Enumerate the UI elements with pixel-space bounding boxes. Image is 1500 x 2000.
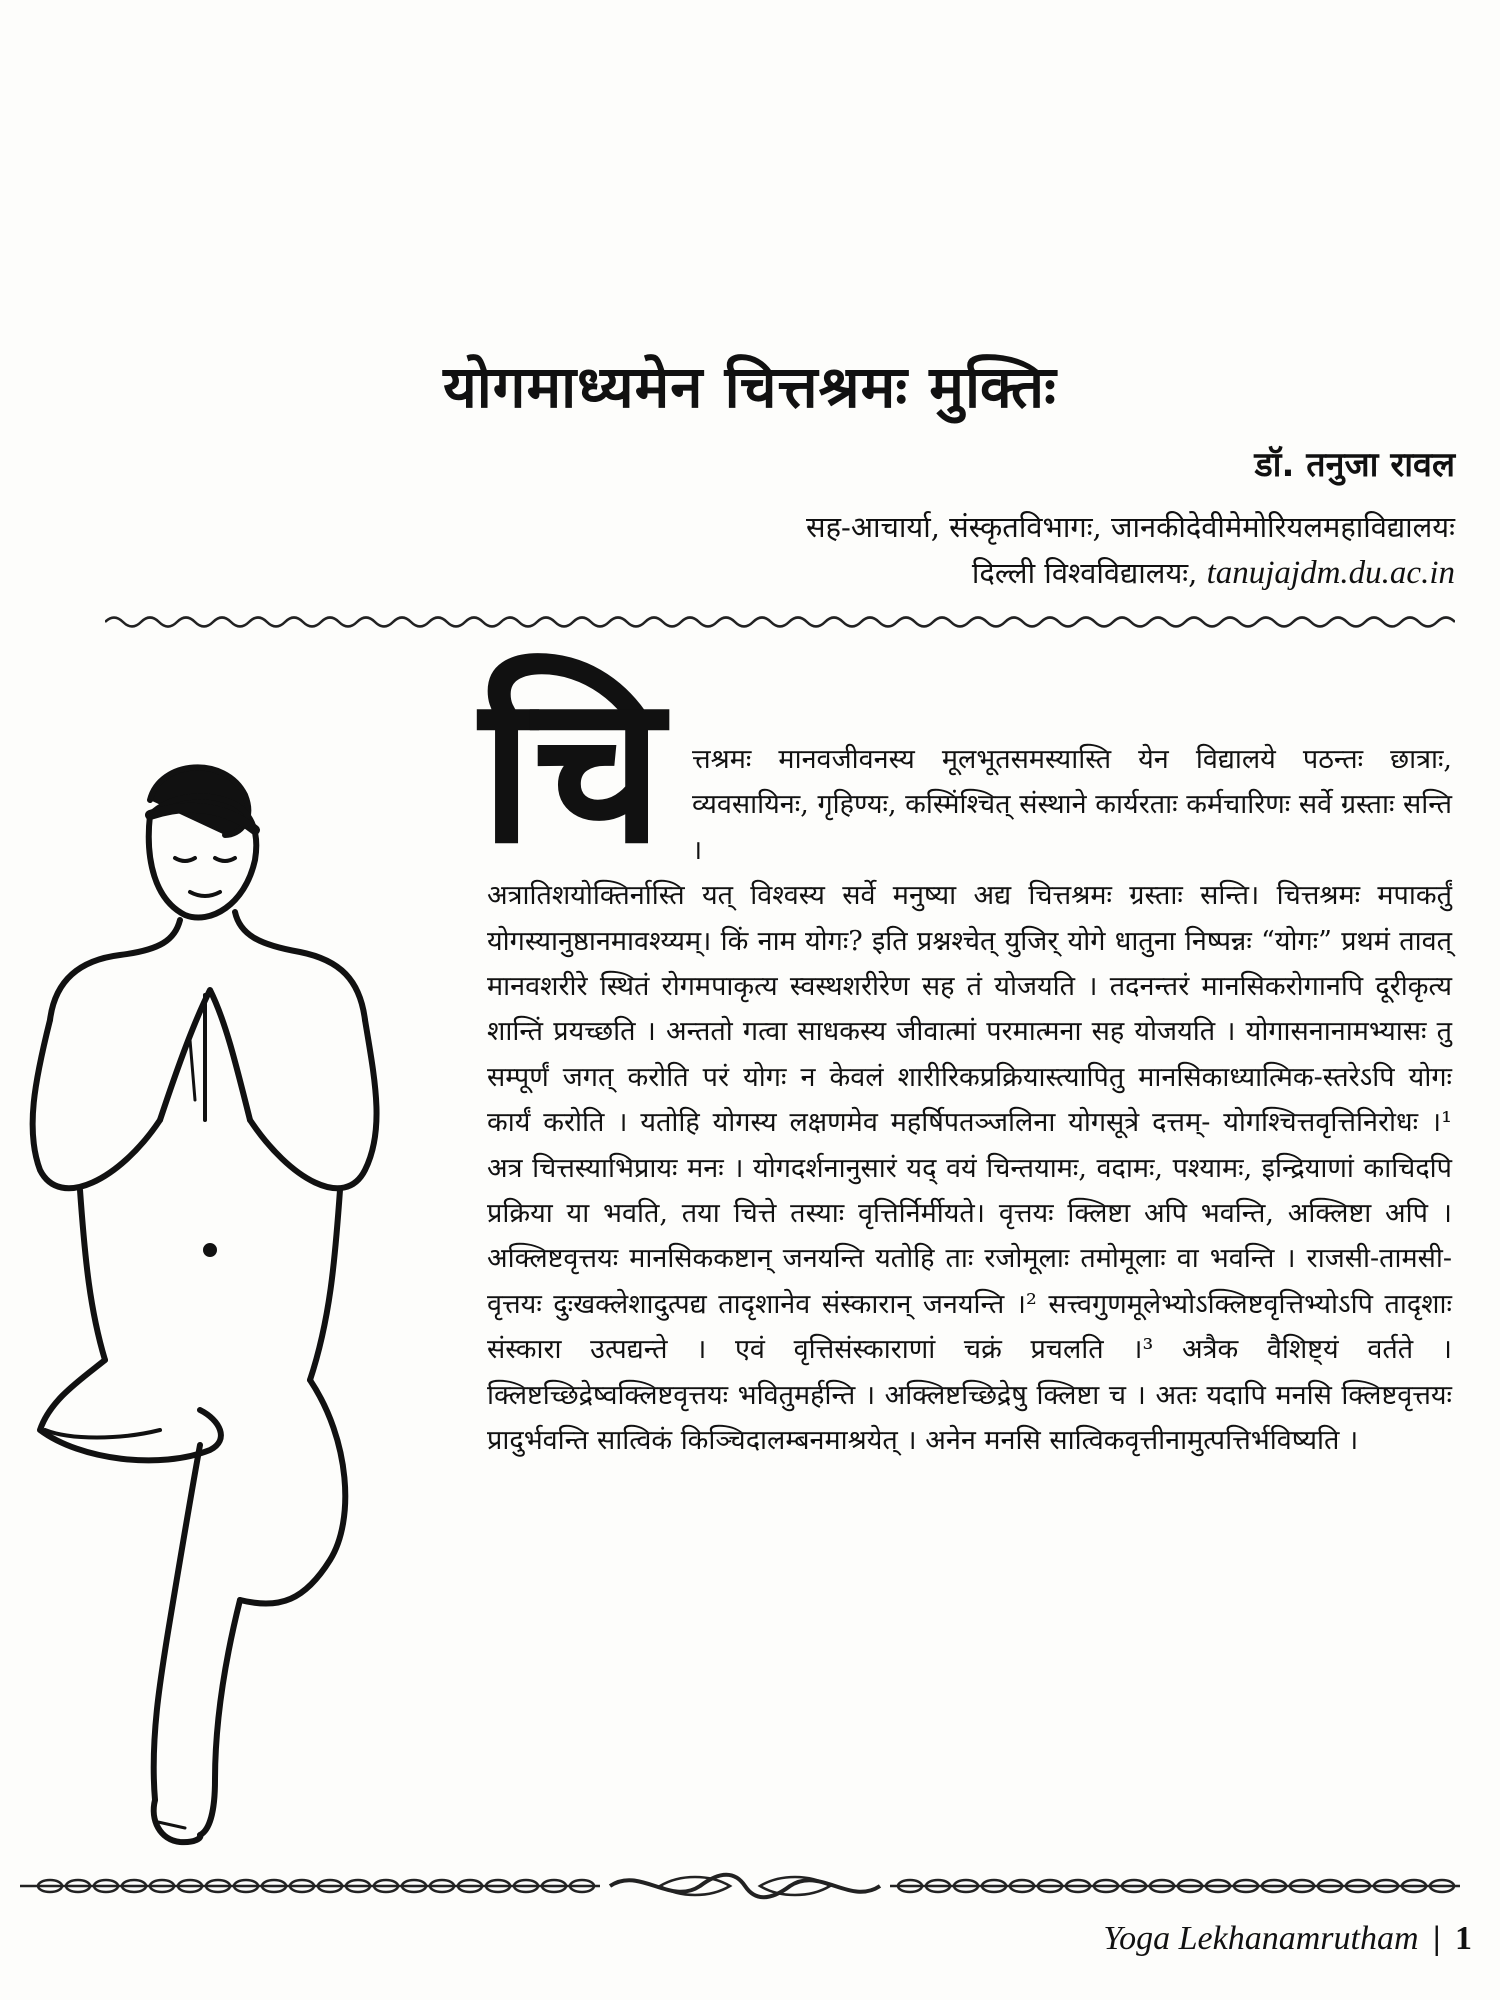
affiliation-line-1: सह-आचार्या, संस्कृतविभागः, जानकीदेवीमेमोरियलमहाविद्यालयः [806,510,1455,544]
author-block [355,440,1455,596]
author-email[interactable]: tanujajdm.du.ac.in [1206,555,1455,591]
paragraph-body: अत्रातिशयोक्तिर्नास्ति यत् विश्वस्य सर्वे मनुष्या अद्य चित्तश्रमः ग्रस्ताः सन्ति। चित्तश्रमः मपाकर्तुं योगस्यानुष्ठानमावश्य्यम्। किं नाम योगः? इति प्रश्नश्चेत् युजिर् योगे धातुना निष्पन्नः “योगः” प्रथमं तावत् मानवशरीरे स्थितं रोगमपाकृत्य स्वस्थशरीरेण सह तं योजयति । तदनन्तरं मानसिकरोगानपि दूरीकृत्य शान्तिं प्रयच्छति । अन्ततो गत्वा साधकस्य जीवात्मां परमात्मना सह योजयति । योगासनानामभ्यासः तु सम्पूर्णं जगत् करोति परं योगः न केवलं शारीरिकप्रक्रियास्त्यापितु मानसिकाध्यात्मिक-स्तरेऽपि योगः कार्यं करोति । यतोहि योगस्य लक्षणमेव महर्षिपतञ्जलिना योगसूत्रे दत्तम्- योगश्चित्तवृत्तिनिरोधः ।¹ अत्र चित्तस्याभिप्रायः मनः । योगदर्शनानुसारं यद् वयं चिन्तयामः, वदामः, पश्यामः, इन्द्रियाणां काचिदपि प्रक्रिया या भवति, तया चित्ते तस्याः वृत्तिर्निर्मीयते। वृत्तयः क्लिष्टा अपि भवन्ति, अक्लिष्टा अपि । अक्लिष्टवृत्तयः मानसिककष्टान् जनयन्ति यतोहि ताः रजोमूलाः तमोमूलाः वा भवन्ति । राजसी-तामसी-वृत्तयः दुःखक्लेशादुत्पद्य तादृशानेव संस्कारान् जनयन्ति ।² सत्त्वगुणमूलेभ्योऽक्लिष्टवृत्तिभ्योऽपि तादृशाः संस्कारा उत्पद्यन्ते । एवं वृत्तिसंस्काराणां चक्रं प्रचलति ।³ अत्रैक वैशिष्ट्यं वर्तते । क्लिष्टच्छिद्रेष्वक्लिष्टवृत्तयः भवितुमर्हन्ति । अक्लिष्टच्छिद्रेषु क्लिष्टा च । अतः यदापि मनसि क्लिष्टवृत्तयः प्रादुर्भवन्ति सात्विकं किञ्चिदालम्बनमाश्रयेत् । अनेन मनसि सात्विकवृत्तीनामुत्पत्तिर्भविष्यति । [487,880,1452,1457]
body-paragraph [487,737,1452,1464]
wavy-divider [105,612,1455,632]
paragraph-opening: त्तश्रमः मानवजीवनस्य मूलभूतसमस्यास्ति येन विद्यालये पठन्तः छात्राः, व्यवसायिनः, गृहिण्यः, कस्मिंश्चित् संस्थाने कार्यरताः कर्मचारिणः सर्वे ग्रस्ताः सन्ति । [692,744,1452,866]
affiliation-line-2 [355,550,1455,596]
drop-cap: चि [480,651,664,889]
university-name: दिल्ली विश्वविद्यालयः, [971,556,1198,590]
footer-separator: | [1433,1920,1441,1957]
page-number: 1 [1455,1920,1472,1957]
author-name: डॉ. तनुजा रावल [1254,445,1455,485]
article-title: योगमाध्यमेन चित्तश्रमः मुक्तिः [443,353,1057,421]
page-footer [1103,1920,1472,1958]
journal-name: Yoga Lekhanamrutham [1103,1920,1419,1957]
yoga-tree-pose-figure-icon [10,740,450,1870]
decorative-border-ornament [20,1866,1470,1906]
